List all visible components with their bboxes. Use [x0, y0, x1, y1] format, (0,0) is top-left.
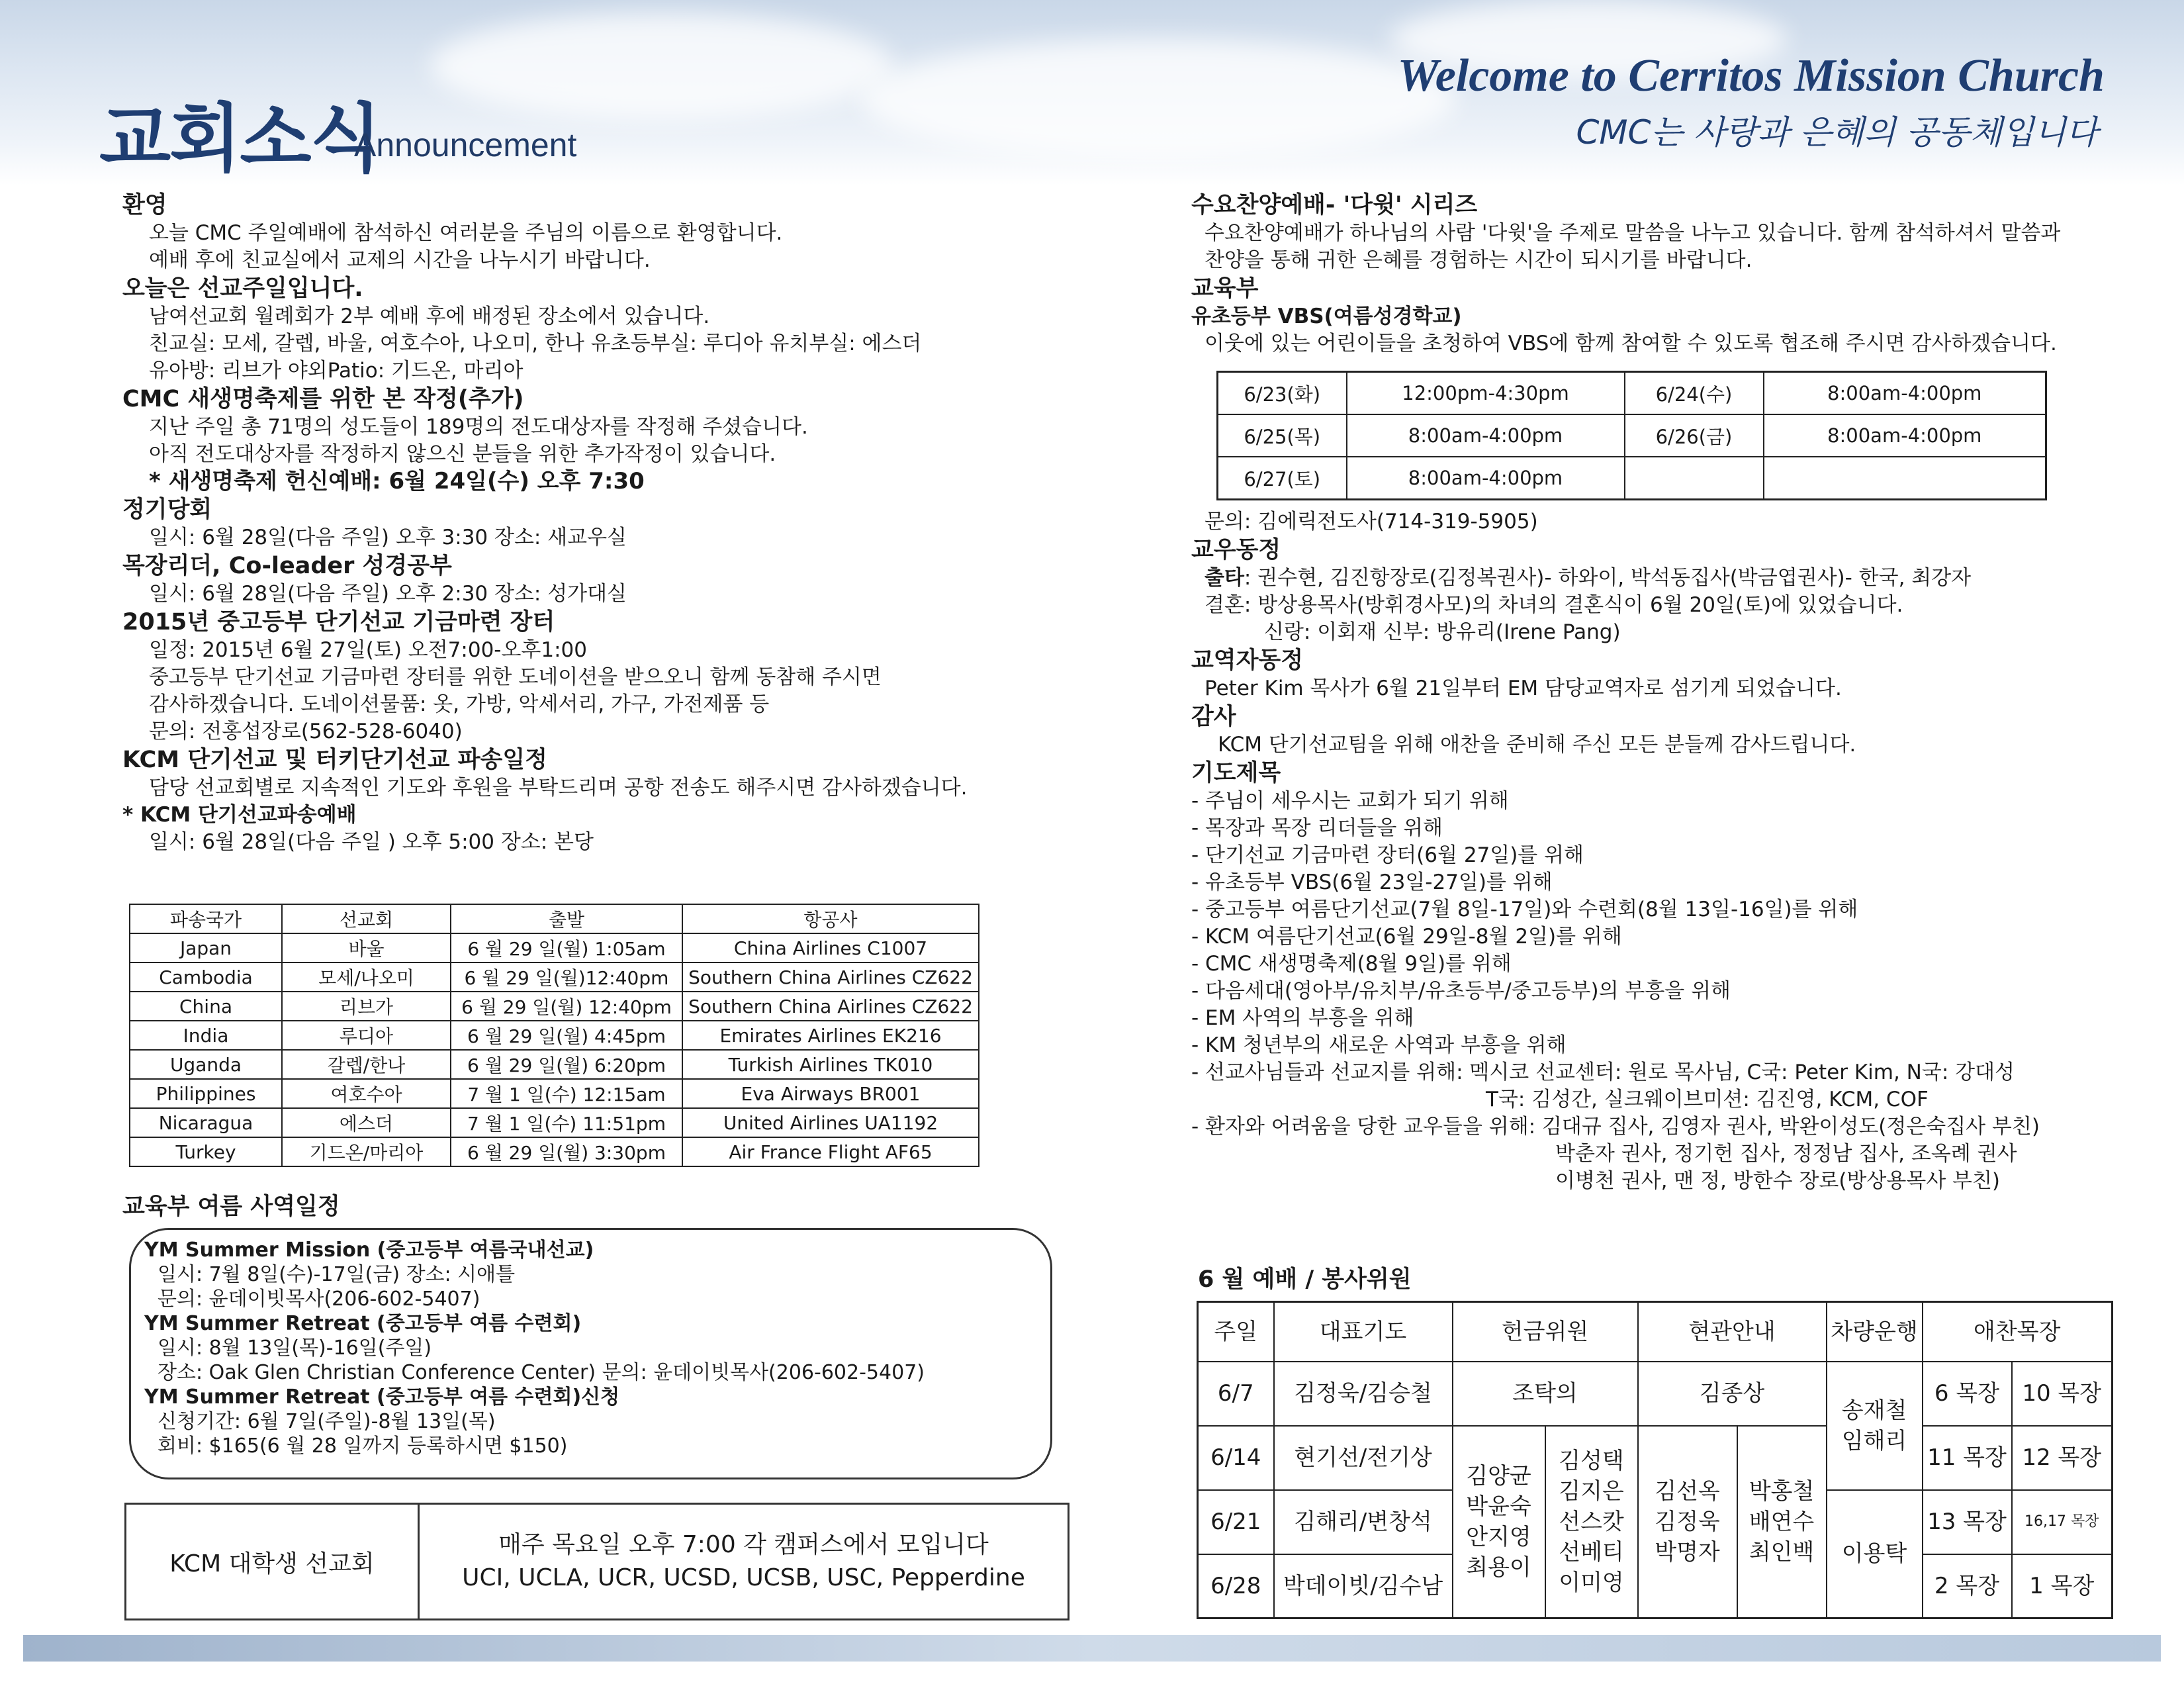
prayer-item-cont: 박춘자 권사, 정기헌 집사, 정정남 집사, 조옥례 권사	[1555, 1142, 2017, 1166]
table-header-cell: 파송국가	[130, 904, 282, 933]
usher-cell: 김종상	[1638, 1362, 1827, 1426]
highlight-line: * 새생명축제 헌신예배: 6월 24일(수) 오후 7:30	[149, 468, 645, 494]
section-heading: 6 월 예배 / 봉사위원	[1198, 1266, 1412, 1293]
prayer-cell: 현기선/전기상	[1274, 1426, 1453, 1490]
time-cell: 8:00am-4:00pm	[1764, 372, 2046, 415]
section-heading: 목장리더, Co-leader 성경공부	[122, 553, 452, 579]
text-line: 매주 목요일 오후 7:00 각 캠퍼스에서 모입니다	[498, 1531, 989, 1558]
text-line: 수요찬양예배가 하나님의 사람 '다윗'을 주제로 말씀을 나누고 있습니다. 함께 참석하셔서 말씀과	[1205, 221, 2061, 245]
usher-cell	[1638, 1426, 1737, 1618]
date-cell: 6/7	[1198, 1362, 1274, 1426]
table-row	[130, 1137, 979, 1166]
fellowship-cell: 10 목장	[2012, 1362, 2113, 1426]
table-row	[130, 1021, 979, 1050]
text-line: 아직 전도대상자를 작정하지 않으신 분들을 위한 추가작정이 있습니다.	[149, 442, 776, 466]
prayer-cell: 박데이빗/김수남	[1274, 1554, 1453, 1618]
section-heading: 수요찬양예배- '다윗' 시리즈	[1191, 192, 1478, 218]
fellowship-cell: 1 목장	[2012, 1554, 2113, 1618]
text-line: 결혼: 방상용목사(방휘경사모)의 차녀의 결혼식이 6월 20일(토)에 있었습니다.	[1205, 593, 1903, 617]
group-cell: 여호수아	[282, 1079, 451, 1108]
table-row	[130, 933, 979, 962]
departure-cell: 7 월 1 일(수) 11:51pm	[451, 1108, 682, 1137]
group-cell: 바울	[282, 933, 451, 962]
prayer-item: - KCM 여름단기선교(6월 29일-8월 2일)를 위해	[1191, 925, 1622, 949]
welcome-title: Welcome to Cerritos Mission Church	[1397, 50, 2105, 101]
offering-name: 선베티	[1559, 1538, 1624, 1566]
table-header-cell: 헌금위원	[1453, 1302, 1638, 1362]
prayer-item: - 환자와 어려움을 당한 교우들을 위해: 김대규 집사, 김영자 권사, 박완이성도(정은숙집사 부친)	[1191, 1115, 2040, 1139]
table-header-cell: 차량운행	[1827, 1302, 1923, 1362]
summer-item-title: YM Summer Retreat (중고등부 여름 수련회)신청	[144, 1385, 620, 1409]
text-line: Peter Kim 목사가 6월 21일부터 EM 담당교역자로 섬기게 되었습니다.	[1205, 677, 1842, 700]
table-header-row	[130, 904, 979, 933]
sub-heading: 유초등부 VBS(여름성경학교)	[1191, 305, 1462, 328]
table-row	[1218, 457, 2046, 500]
offering-name: 김양균	[1466, 1462, 1531, 1489]
fellowship-cell: 2 목장	[1923, 1554, 2012, 1618]
driver-name: 임해리	[1841, 1427, 1907, 1454]
departure-cell: 6 월 29 일(월) 12:40pm	[451, 992, 682, 1021]
table-row	[130, 1079, 979, 1108]
text-line: 일시: 8월 13일(목)-16일(주일)	[158, 1336, 432, 1360]
text-line: 일정: 2015년 6월 27일(토) 오전7:00-오후1:00	[149, 638, 587, 662]
offering-cell	[1453, 1426, 1545, 1618]
text-line: 친교실: 모세, 갈렙, 바울, 여호수아, 나오미, 한나 유초등부실: 루디아 유치부실: 에스더	[149, 332, 922, 355]
sub-heading: * KCM 단기선교파송예배	[122, 803, 357, 827]
text-line: 신랑: 이회재 신부: 방유리(Irene Pang)	[1264, 620, 1621, 644]
departure-cell: 6 월 29 일(월) 4:45pm	[451, 1021, 682, 1050]
date-cell: 6/21	[1198, 1490, 1274, 1554]
summer-item-title: YM Summer Retreat (중고등부 여름 수련회)	[144, 1312, 582, 1335]
table-row	[1198, 1362, 2113, 1426]
section-heading: 교육부 여름 사역일정	[122, 1194, 340, 1220]
table-row	[1218, 372, 2046, 415]
section-heading: 2015년 중고등부 단기선교 기금마련 장터	[122, 609, 555, 635]
offering-name: 이미영	[1559, 1569, 1624, 1596]
group-cell: 모세/나오미	[282, 962, 451, 992]
time-cell	[1764, 457, 2046, 500]
text-line: 일시: 7월 8일(수)-17일(금) 장소: 시애틀	[158, 1263, 516, 1286]
fellowship-cell: 11 목장	[1923, 1426, 2012, 1490]
date-cell	[1625, 457, 1764, 500]
text-line: 회비: $165(6 월 28 일까지 등록하시면 $150)	[158, 1434, 568, 1458]
airline-cell: Southern China Airlines CZ622	[682, 962, 979, 992]
text-line: 장소: Oak Glen Christian Conference Center) 문의: 윤데이빗목사(206-602-5407)	[158, 1361, 925, 1384]
group-cell: 에스더	[282, 1108, 451, 1137]
right-column	[1191, 191, 2131, 357]
depart-text: : 권수현, 김진항장로(김정복권사)- 하와이, 박석동집사(박금엽권사)- 한국, 최강자	[1244, 566, 1972, 590]
group-cell: 루디아	[282, 1021, 451, 1050]
text-line: 중고등부 단기선교 기금마련 장터를 위한 도네이션을 받으오니 함께 동참해 주시면	[149, 665, 882, 689]
table-header-cell: 애찬목장	[1923, 1302, 2113, 1362]
country-cell: Japan	[130, 933, 282, 962]
country-cell: India	[130, 1021, 282, 1050]
table-row	[130, 962, 979, 992]
usher-cell	[1737, 1426, 1827, 1618]
college-ministry-box	[124, 1503, 1069, 1620]
usher-name: 박홍철	[1749, 1477, 1815, 1505]
departure-cell: 6 월 29 일(월) 6:20pm	[451, 1050, 682, 1079]
prayer-item: - 중고등부 여름단기선교(7월 8일-17일)와 수련회(8월 13일-16일)를 위해	[1191, 898, 1858, 921]
summer-item-title: YM Summer Mission (중고등부 여름국내선교)	[144, 1239, 594, 1262]
right-column-lower	[1191, 508, 2144, 1195]
summer-schedule-box	[129, 1228, 1052, 1479]
usher-name: 박명자	[1655, 1538, 1720, 1566]
departure-cell: 6 월 29 일(월)12:40pm	[451, 962, 682, 992]
prayer-item: - CMC 새생명축제(8월 9일)를 위해	[1191, 952, 1512, 976]
usher-name: 김정욱	[1655, 1508, 1720, 1535]
date-cell: 6/24(수)	[1625, 372, 1764, 415]
airline-cell: Air France Flight AF65	[682, 1137, 979, 1166]
text-line: 일시: 6월 28일(다음 주일) 오후 2:30 장소: 성가대실	[149, 582, 627, 606]
country-cell: Philippines	[130, 1079, 282, 1108]
country-cell: Turkey	[130, 1137, 282, 1166]
section-heading: 오늘은 선교주일입니다.	[122, 275, 363, 302]
table-header-cell: 선교회	[282, 904, 451, 933]
driver-name: 송재철	[1841, 1397, 1907, 1424]
fellowship-cell: 12 목장	[2012, 1426, 2113, 1490]
text-line: 예배 후에 친교실에서 교제의 시간을 나누시기 바랍니다.	[149, 248, 651, 272]
offering-cell	[1545, 1426, 1638, 1618]
offering-name: 박윤숙	[1466, 1493, 1531, 1520]
prayer-item: - 주님이 세우시는 교회가 되기 위해	[1191, 789, 1509, 813]
fellowship-cell: 16,17 목장	[2012, 1490, 2113, 1554]
airline-cell: Emirates Airlines EK216	[682, 1021, 979, 1050]
text-line: 문의: 윤데이빗목사(206-602-5407)	[158, 1288, 480, 1311]
prayer-item: - 선교사님들과 선교지를 위해: 멕시코 선교센터: 원로 목사님, C국: Peter Kim, N국: 강대성	[1191, 1060, 2015, 1084]
date-cell: 6/25(목)	[1218, 414, 1347, 457]
usher-name: 김선옥	[1655, 1477, 1720, 1505]
page-subtitle: Announcement	[354, 126, 577, 164]
page-title: 교회소식	[99, 96, 381, 182]
mission-schedule-table	[129, 904, 979, 1167]
vbs-schedule-table	[1216, 371, 2047, 500]
text-line: 찬양을 통해 귀한 은혜를 경험하는 시간이 되시기를 바랍니다.	[1205, 248, 1752, 272]
section-heading: 기도제목	[1191, 760, 1281, 786]
offering-name: 최용이	[1466, 1554, 1531, 1581]
prayer-item-cont: T국: 김성간, 실크웨이브미션: 김진영, KCM, COF	[1486, 1088, 1929, 1111]
departure-cell: 7 월 1 일(수) 12:15am	[451, 1079, 682, 1108]
prayer-item: - KM 청년부의 새로운 사역과 부흥을 위해	[1191, 1033, 1567, 1057]
fellowship-cell: 13 목장	[1923, 1490, 2012, 1554]
time-cell: 12:00pm-4:30pm	[1347, 372, 1625, 415]
college-ministry-info	[420, 1505, 1068, 1618]
section-heading: 환영	[122, 192, 167, 218]
date-cell: 6/27(토)	[1218, 457, 1347, 500]
text-line: 일시: 6월 28일(다음 주일 ) 오후 5:00 장소: 본당	[149, 830, 594, 854]
text-line	[1191, 565, 2144, 592]
table-row	[130, 1050, 979, 1079]
table-row	[130, 1108, 979, 1137]
airline-cell: Eva Airways BR001	[682, 1079, 979, 1108]
airline-cell: United Airlines UA1192	[682, 1108, 979, 1137]
text-line: 문의: 김에릭전도사(714-319-5905)	[1205, 510, 1538, 534]
prayer-item: - 다음세대(영아부/유치부/유초등부/중고등부)의 부흥을 위해	[1191, 979, 1731, 1003]
text-line: 문의: 전홍섭장로(562-528-6040)	[149, 720, 463, 743]
country-cell: Nicaragua	[130, 1108, 282, 1137]
prayer-cell: 김해리/변창석	[1274, 1490, 1453, 1554]
group-cell: 리브가	[282, 992, 451, 1021]
text-line: KCM 단기선교팀을 위해 애찬을 준비해 주신 모든 분들께 감사드립니다.	[1218, 733, 1856, 757]
section-heading: CMC 새생명축제를 위한 본 작정(추가)	[122, 386, 524, 412]
section-heading: 교육부	[1191, 275, 1259, 302]
prayer-cell: 김정욱/김승철	[1274, 1362, 1453, 1426]
offering-name: 김지은	[1559, 1477, 1624, 1505]
table-header-cell: 대표기도	[1274, 1302, 1453, 1362]
country-cell: Cambodia	[130, 962, 282, 992]
section-heading: 교역자동정	[1191, 647, 1304, 674]
prayer-item-cont: 이병천 권사, 맨 정, 방한수 장로(방상용목사 부친)	[1555, 1169, 2000, 1193]
date-cell: 6/26(금)	[1625, 414, 1764, 457]
table-row	[1198, 1426, 2113, 1490]
text-line: 유아방: 리브가 야외Patio: 기드온, 마리아	[149, 359, 523, 383]
text-line: 남여선교회 월례회가 2부 예배 후에 배정된 장소에서 있습니다.	[149, 305, 710, 328]
depart-label: 출타	[1205, 566, 1244, 590]
table-header-cell: 출발	[451, 904, 682, 933]
text-line: 담당 선교회별로 지속적인 기도와 후원을 부탁드리며 공항 전송도 해주시면 감사하겠습니다.	[149, 776, 968, 800]
usher-name: 배연수	[1749, 1508, 1815, 1535]
service-roster-table	[1197, 1301, 2113, 1619]
driver-cell: 이용탁	[1827, 1490, 1923, 1618]
offering-name: 김성택	[1559, 1447, 1624, 1474]
header-banner	[0, 0, 2184, 185]
cloud-decoration	[430, 13, 893, 119]
section-heading: 정기당회	[122, 496, 212, 523]
time-cell: 8:00am-4:00pm	[1347, 414, 1625, 457]
offering-cell: 조탁의	[1453, 1362, 1638, 1426]
fellowship-cell: 6 목장	[1923, 1362, 2012, 1426]
departure-cell: 6 월 29 일(월) 1:05am	[451, 933, 682, 962]
text-line: 신청기간: 6월 7일(주일)-8월 13일(목)	[158, 1410, 496, 1433]
left-column	[122, 191, 1049, 856]
text-line: 감사하겠습니다. 도네이션물품: 옷, 가방, 악세서리, 가구, 가전제품 등	[149, 692, 770, 716]
prayer-item: - 목장과 목장 리더들을 위해	[1191, 816, 1443, 840]
table-header-cell: 주일	[1198, 1302, 1274, 1362]
text-line: 이웃에 있는 어린이들을 초청하여 VBS에 함께 참여할 수 있도록 협조해 주시면 감사하겠습니다.	[1205, 332, 2057, 355]
airline-cell: China Airlines C1007	[682, 933, 979, 962]
tagline: CMC는 사랑과 은혜의 공동체입니다	[1576, 113, 2098, 152]
country-cell: China	[130, 992, 282, 1021]
college-ministry-name: KCM 대학생 선교회	[126, 1505, 420, 1618]
departure-cell: 6 월 29 일(월) 3:30pm	[451, 1137, 682, 1166]
offering-name: 안지영	[1466, 1523, 1531, 1550]
footer-band	[23, 1635, 2161, 1662]
table-header-cell: 항공사	[682, 904, 979, 933]
table-row	[130, 992, 979, 1021]
text-line: 오늘 CMC 주일예배에 참석하신 여러분을 주님의 이름으로 환영합니다.	[149, 221, 783, 245]
text-line: 일시: 6월 28일(다음 주일) 오후 3:30 장소: 새교우실	[149, 526, 627, 549]
date-cell: 6/14	[1198, 1426, 1274, 1490]
prayer-item: - 유초등부 VBS(6월 23일-27일)를 위해	[1191, 870, 1553, 894]
table-header-cell: 현관안내	[1638, 1302, 1827, 1362]
time-cell: 8:00am-4:00pm	[1347, 457, 1625, 500]
usher-name: 최인백	[1749, 1538, 1815, 1566]
text-line: UCI, UCLA, UCR, UCSD, UCSB, USC, Pepperdine	[462, 1564, 1025, 1591]
text-line: 지난 주일 총 71명의 성도들이 189명의 전도대상자를 작정해 주셨습니다.	[149, 415, 808, 439]
time-cell: 8:00am-4:00pm	[1764, 414, 2046, 457]
section-heading: 감사	[1191, 704, 1236, 730]
driver-cell	[1827, 1362, 1923, 1490]
country-cell: Uganda	[130, 1050, 282, 1079]
prayer-item: - EM 사역의 부흥을 위해	[1191, 1006, 1414, 1030]
airline-cell: Turkish Airlines TK010	[682, 1050, 979, 1079]
table-header-row	[1198, 1302, 2113, 1362]
offering-name: 선스캇	[1559, 1508, 1624, 1535]
section-heading: 교우동정	[1191, 537, 1281, 563]
prayer-item: - 단기선교 기금마련 장터(6월 27일)를 위해	[1191, 843, 1584, 867]
table-row	[1218, 414, 2046, 457]
cloud-decoration	[860, 40, 1456, 159]
date-cell: 6/28	[1198, 1554, 1274, 1618]
group-cell: 기드온/마리아	[282, 1137, 451, 1166]
section-heading: KCM 단기선교 및 터키단기선교 파송일정	[122, 747, 547, 773]
date-cell: 6/23(화)	[1218, 372, 1347, 415]
group-cell: 갈렙/한나	[282, 1050, 451, 1079]
airline-cell: Southern China Airlines CZ622	[682, 992, 979, 1021]
